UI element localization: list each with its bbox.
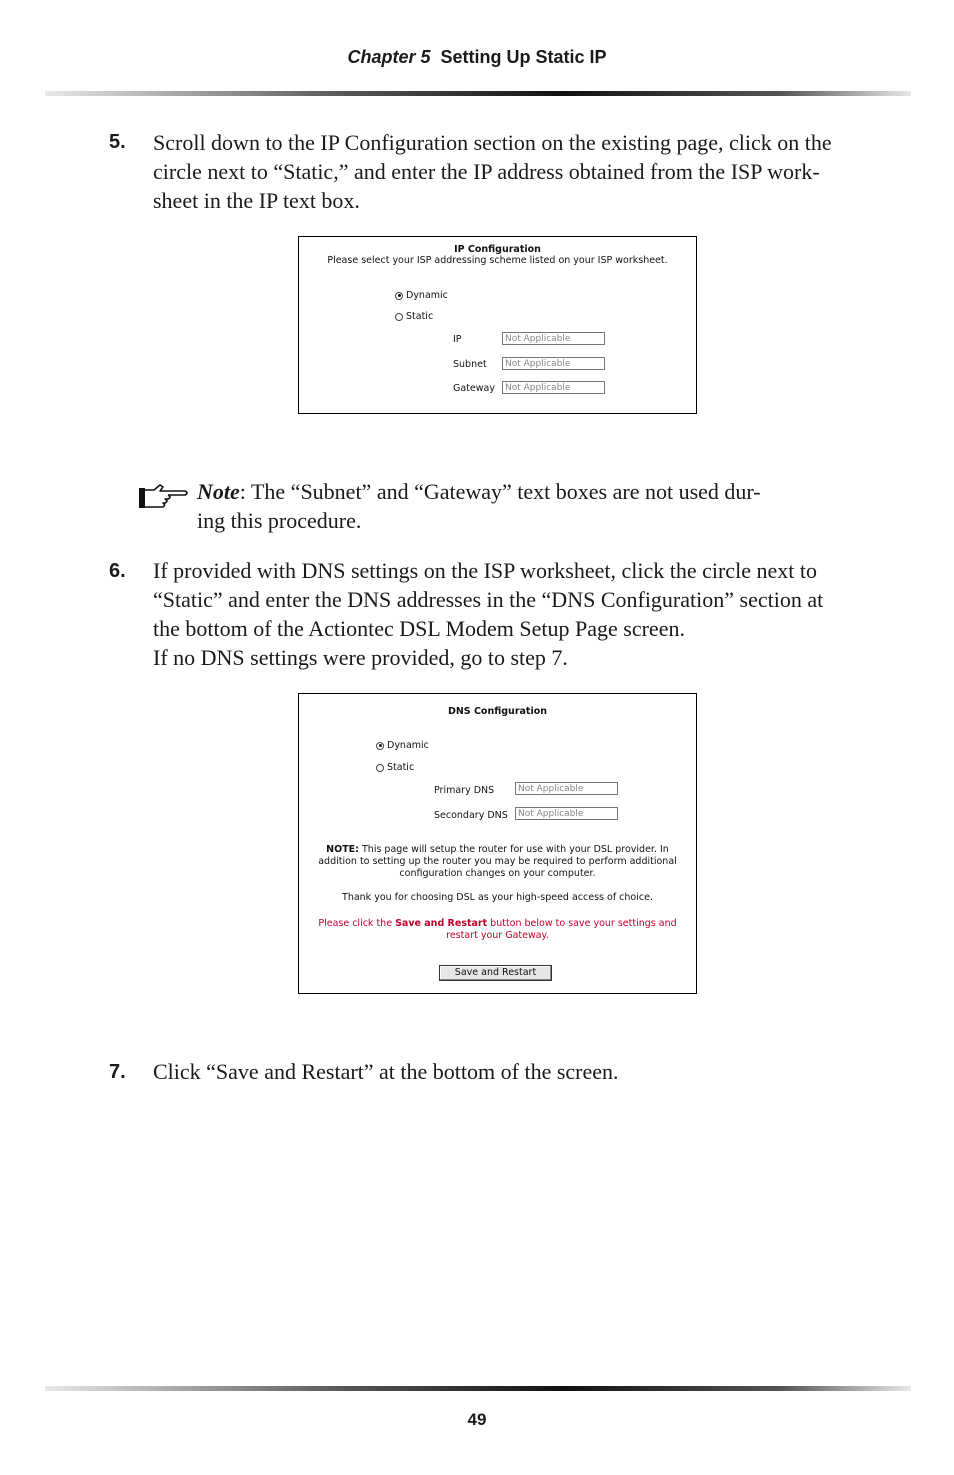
radio-unselected-icon[interactable] [376,764,384,772]
ip-radio-static[interactable] [395,311,433,322]
step-6-number: 6. [109,560,126,582]
step-6-line-3: the bottom of the Actiontec DSL Modem Setup Page screen. [153,616,685,641]
ip-radio-dynamic[interactable] [395,290,448,301]
secondary-dns-label: Secondary DNS [434,810,508,821]
note-text-line-1: : The “Subnet” and “Gateway” text boxes are not used dur- [239,479,761,504]
red-text-line-2: restart your Gateway. [446,930,549,941]
red-text-pre: Please click the [318,918,396,929]
chapter-label: Chapter 5 [347,47,431,67]
step-5-line-3: sheet in the IP text box. [153,188,360,213]
dns-radio-static-label: Static [387,762,415,773]
radio-unselected-icon[interactable] [395,313,403,321]
dns-panel-title: DNS Configuration [447,706,548,717]
step-6-line-4: If no DNS settings were provided, go to step 7. [153,645,568,670]
save-and-restart-button[interactable]: Save and Restart [439,965,552,981]
red-text-bold: Save and Restart [395,918,488,929]
footer-rule [45,1386,911,1391]
ip-input[interactable]: Not Applicable [502,332,605,345]
dns-note-line-1: This page will setup the router for use with your DSL provider. In [358,844,669,855]
ip-configuration-panel [298,236,697,414]
dns-radio-dynamic[interactable] [376,740,429,751]
gateway-field-label: Gateway [453,383,495,394]
step-7-line-1: Click “Save and Restart” at the bottom of the screen. [153,1059,619,1084]
chapter-title: Setting Up Static IP [440,47,607,67]
step-7-text [153,1057,883,1086]
dns-note-label: NOTE: [326,844,359,855]
running-header [0,47,954,68]
note-text-line-2: ing this procedure. [197,508,362,533]
primary-dns-input[interactable]: Not Applicable [515,782,618,795]
ip-panel-subtitle: Please select your ISP addressing scheme listed on your ISP worksheet. [327,255,668,266]
dns-radio-dynamic-label: Dynamic [387,740,429,751]
header-rule [45,91,911,96]
step-5-text [153,128,883,215]
page-number: 49 [467,1410,487,1429]
dns-note-line-3: configuration changes on your computer. [399,868,596,879]
step-6-line-2: “Static” and enter the DNS addresses in the “DNS Configuration” section at [153,587,824,612]
step-6-text [153,556,883,672]
secondary-dns-input[interactable]: Not Applicable [515,807,618,820]
ip-radio-dynamic-label: Dynamic [406,290,448,301]
step-6-line-1: If provided with DNS settings on the ISP worksheet, click the circle next to [153,558,817,583]
dns-note-text [299,844,696,880]
dns-note-line-2: addition to setting up the router you may be required to perform additional [318,856,677,867]
pointing-hand-icon [138,481,190,511]
note-label: Note [197,479,240,504]
ip-field-label: IP [453,334,462,345]
step-5-line-1: Scroll down to the IP Configuration section on the existing page, click on the [153,130,832,155]
radio-selected-icon[interactable] [395,292,403,300]
dns-save-instructions [299,918,696,942]
step-7-number: 7. [109,1061,126,1083]
ip-panel-title: IP Configuration [454,244,541,255]
dns-thanks-text: Thank you for choosing DSL as your high-speed access of choice. [342,892,653,903]
dns-radio-static[interactable] [376,762,414,773]
step-5-line-2: circle next to “Static,” and enter the IP address obtained from the ISP work- [153,159,820,184]
red-text-post: button below to save your settings and [487,918,677,929]
dns-configuration-panel [298,693,697,994]
step-5-number: 5. [109,131,126,153]
ip-radio-static-label: Static [406,311,434,322]
primary-dns-label: Primary DNS [434,785,495,796]
note-block [197,477,797,535]
radio-selected-icon[interactable] [376,742,384,750]
subnet-field-label: Subnet [453,359,487,370]
gateway-input[interactable]: Not Applicable [502,381,605,394]
subnet-input[interactable]: Not Applicable [502,357,605,370]
